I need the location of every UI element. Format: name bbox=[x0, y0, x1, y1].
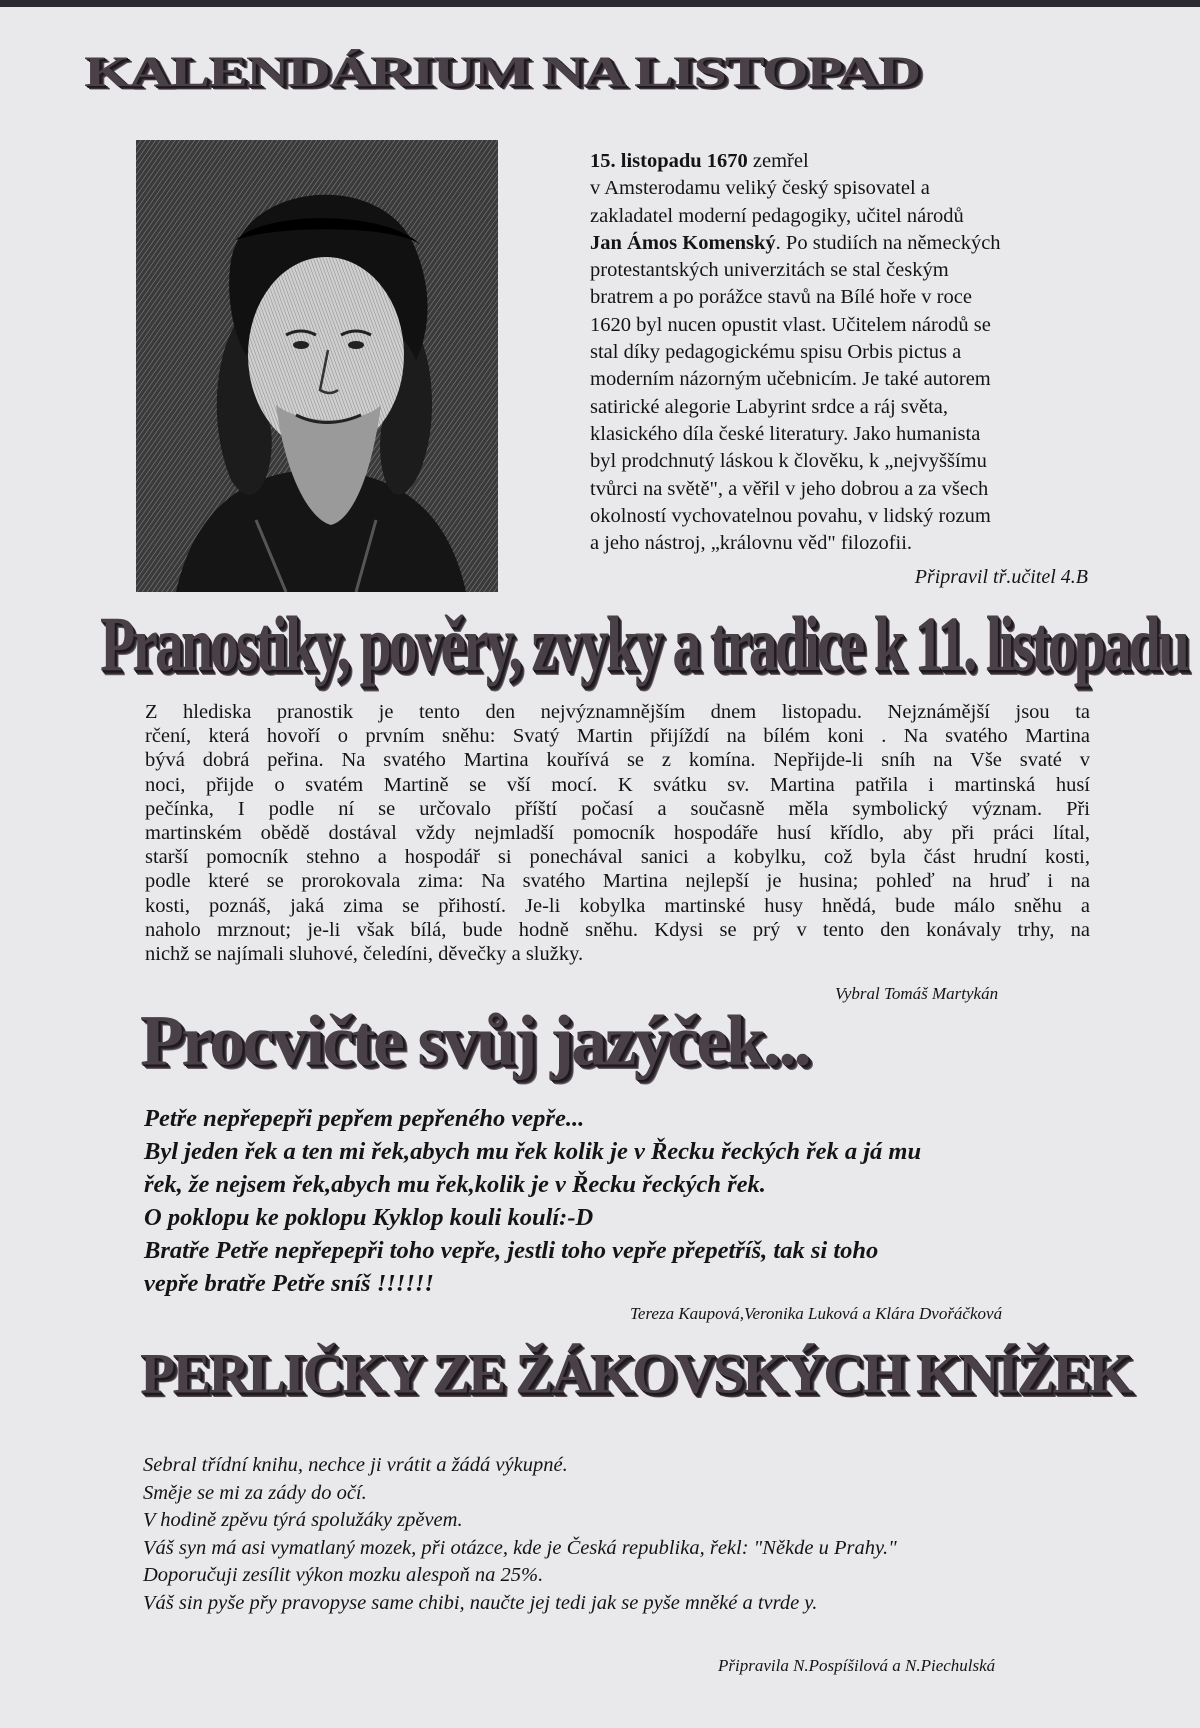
article-name-line: Jan Ámos Komenský. Po studiích na německých bbox=[590, 231, 1001, 254]
pearl-line: Váš syn má asi vymatlaný mozek, při otázce, kde je Česká republika, řekl: "Někde u Prahy." bbox=[143, 1536, 897, 1559]
top-border bbox=[0, 0, 1200, 7]
text-line: naholo mrznout; je-li však bílá, bude hodně sněhu. Kdysi se prý v tento den konávaly trhy, na bbox=[145, 918, 1090, 941]
text-line: rčení, která hovoří o prvním sněhu: Svatý Martin přijíždí na bílém koni . Na svatého Martina bbox=[145, 725, 1090, 748]
tongue-twister-credit: Tereza Kaupová,Veronika Luková a Klára Dvořáčková bbox=[630, 1304, 1003, 1323]
text-line: podle které se prorokovala zima: Na svatého Martina nejlepší je husina; pohleď na hruď i na bbox=[145, 870, 1090, 893]
twister-line: Petře nepřepepři pepřem pepřeného vepře... bbox=[144, 1105, 585, 1132]
pearls-credit: Připravila N.Pospíšilová a N.Piechulská bbox=[718, 1656, 996, 1675]
calendar-article: 15. listopadu 1670 zemřel v Amsterodamu veliký český spisovatel a zakladatel moderní pedagogiky, učitel národů Jan Ámos Komenský. Po studiích na německých protestantských univerzitách se stal českým bratrem a po porážce stavů na Bílé hoře v roce 1620 byl nucen opustit vlast. Učitelem národů se stal díky pedagogickému spisu Orbis pictus a moderním názorným učebnicím. Je také autorem satirické alegorie Labyrint srdce a ráj světa, klasického díla české literatury. Jako humanista byl prodchnutý láskou k člověku, k „nejvyššímu tvůrci na světě", a věřil v jeho dobrou a za všech okolností vychovatelnou povahu, v lidský rozum a jeho nástroj, „královnu věd" filozofii. bbox=[590, 148, 1090, 557]
portrait-engraving bbox=[136, 140, 498, 592]
pearl-line: Směje se mi za zády do očí. bbox=[143, 1481, 367, 1504]
text-line: noci, přijde o svatém Martině se vší mocí. K svátku sv. Martina patřila i martinská husí bbox=[145, 773, 1090, 796]
omens-credit: Vybral Tomáš Martykán bbox=[835, 984, 999, 1003]
text-line: bývá dobrá peřina. Na svatého Martina kouřívá se z komína. Nepřijde-li sníh na Vše svaté v bbox=[145, 749, 1090, 772]
pearl-line: Váš sin pyše přy pravopyse same chibi, naučte jej tedi jak se pyše mněké a tvrde y. bbox=[143, 1591, 818, 1614]
death-date: 15. listopadu 1670 bbox=[590, 150, 748, 172]
calendar-heading: KALENDÁRIUM NA LISTOPAD bbox=[84, 47, 920, 96]
pearls-list bbox=[143, 1452, 1103, 1618]
pearl-line: Sebral třídní knihu, nechce ji vrátit a žádá výkupné. bbox=[143, 1454, 568, 1476]
pearl-line: Doporučuji zesílit výkon mozku alespoň na 25%. bbox=[143, 1564, 544, 1587]
text-line: Z hlediska pranostik je tento den nejvýznamnějším dnem listopadu. Nejznámější jsou ta bbox=[145, 701, 1090, 723]
twister-line: Bratře Petře nepřepepři toho vepře, jestli toho vepře přepetříš, tak si toho bbox=[144, 1237, 879, 1264]
twister-line: Byl jeden řek a ten mi řek,abych mu řek kolik je v Řecku řeckých řek a já mu bbox=[144, 1138, 922, 1165]
pearls-heading: PERLIČKY ZE ŽÁKOVSKÝCH KNÍŽEK bbox=[140, 1341, 1131, 1406]
twister-line: vepře bratře Petře sníš !!!!!! bbox=[144, 1270, 434, 1297]
calendar-credit: Připravil tř.učitel 4.B bbox=[914, 566, 1088, 588]
pearl-line: V hodině zpěvu týrá spolužáky zpěvem. bbox=[143, 1509, 463, 1532]
omens-heading: Pranostiky, pověry, zvyky a tradice k 11. listopadu bbox=[100, 600, 1187, 687]
text-line: pečínka, I podle ní se určovalo příští počasí a současně měla symbolický význam. Při bbox=[145, 797, 1090, 820]
tongue-twisters bbox=[144, 1102, 1094, 1300]
twister-line: O poklopu ke poklopu Kyklop kouli koulí:-D bbox=[144, 1204, 594, 1231]
twister-line: řek, že nejsem řek,abych mu řek,kolik je v Řecku řeckých řek. bbox=[144, 1171, 766, 1198]
person-name: Jan Ámos Komenský bbox=[590, 231, 776, 254]
tongue-twister-heading: Procvičte svůj jazýček... bbox=[140, 1001, 809, 1081]
komensky-portrait bbox=[136, 140, 498, 592]
text-line: nichž se najímali sluhové, čeledíni, děvečky a služky. bbox=[145, 943, 584, 966]
text-line: starší pomocník stehno a hospodář si ponechával sanici a kobylku, což byla část hrudní kosti, bbox=[145, 846, 1090, 869]
text-line: martinském obědě dostával vždy nejmladší pomocník hospodáře husí křídlo, aby při práci lítal, bbox=[145, 822, 1090, 845]
omens-article bbox=[145, 700, 1090, 966]
article-lead-line: 15. listopadu 1670 zemřel bbox=[590, 150, 809, 172]
text-line: kosti, poznáš, jaká zima se přihostí. Je-li kobylka martinské husy hnědá, bude málo sněhu a bbox=[145, 894, 1090, 917]
